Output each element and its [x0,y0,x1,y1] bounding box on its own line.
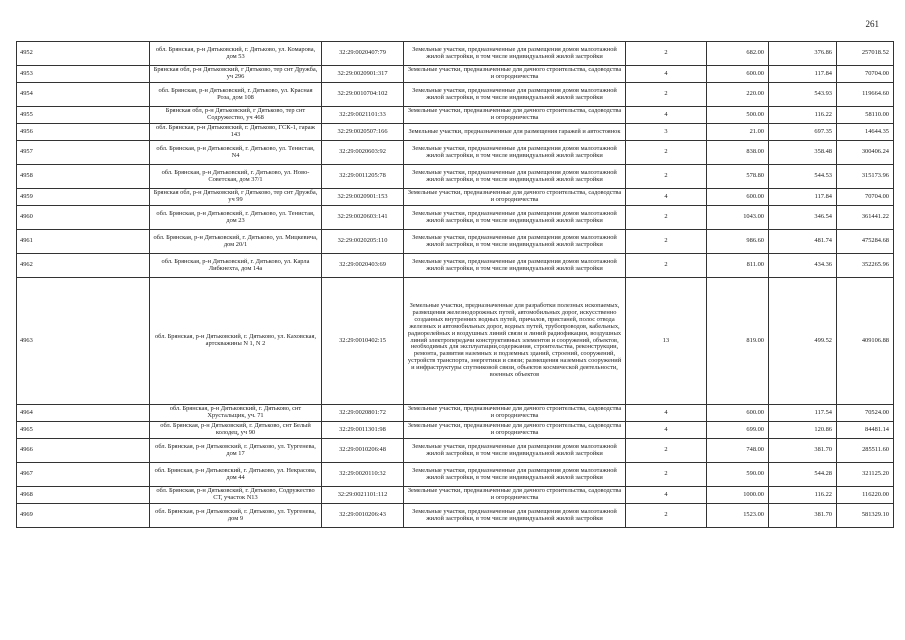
use-group-cell: 2 [626,42,707,66]
table-row [17,189,894,206]
specific-value-cell: 381.70 [769,504,837,528]
address-cell: обл. Брянская, р-н Дятьковский, г. Дятьково, ГСК-1, гараж 143 [150,124,322,141]
cadastral-number-cell: 32:29:0020403:69 [322,254,404,278]
cadastral-number-cell: 32:29:0020110:32 [322,463,404,487]
row-number-cell: 4952 [17,42,150,66]
table-body [17,42,894,528]
address-cell: обл. Брянская, р-н Дятьковский, г. Дятьково, ул. Комарова, дом 53 [150,42,322,66]
land-use-cell: Земельные участки, предназначенные для размещения домов малоэтажной жилой застройки, в том числе индивидуальной жилой застройки [404,42,626,66]
address-cell: обл. Брянская, р-н Дятьковский, г. Дятьково, ул. Тургенева, дом 9 [150,504,322,528]
specific-value-cell: 117.54 [769,405,837,422]
address-cell: обл. Брянская, р-н Дятьковский, г. Дятьково, ул. Карла Либкнехта, дом 14а [150,254,322,278]
cadastral-number-cell: 32:29:0020205:110 [322,230,404,254]
specific-value-cell: 376.86 [769,42,837,66]
table-row [17,278,894,405]
cadastral-number-cell: 32:29:0020901:153 [322,189,404,206]
table-row [17,230,894,254]
row-number-cell: 4967 [17,463,150,487]
cadastral-number-cell: 32:29:0011205:78 [322,165,404,189]
table-row [17,504,894,528]
cadastral-number-cell: 32:29:0021101:112 [322,487,404,504]
specific-value-cell: 544.28 [769,463,837,487]
row-number-cell: 4959 [17,189,150,206]
row-number-cell: 4954 [17,83,150,107]
land-use-cell: Земельные участки, предназначенные для размещения домов малоэтажной жилой застройки, в том числе индивидуальной жилой застройки [404,206,626,230]
specific-value-cell: 481.74 [769,230,837,254]
address-cell: Брянская обл, р-н Дятьковский, г Дятьково, тер снт Содружество, уч 468 [150,107,322,124]
cadastral-value-cell: 285511.60 [837,439,894,463]
use-group-cell: 4 [626,487,707,504]
cadastral-number-cell: 32:29:0020801:72 [322,405,404,422]
row-number-cell: 4965 [17,422,150,439]
table-row [17,42,894,66]
cadastral-number-cell: 32:29:0020407:79 [322,42,404,66]
cadastral-value-cell: 409106.88 [837,278,894,405]
row-number-cell: 4961 [17,230,150,254]
row-number-cell: 4960 [17,206,150,230]
cadastral-value-cell: 300406.24 [837,141,894,165]
area-cell: 1523.00 [707,504,769,528]
address-cell: обл. Брянская, р-н Дятьковский, г. Дятьково, ул. Красная Роза, дом 108 [150,83,322,107]
use-group-cell: 13 [626,278,707,405]
specific-value-cell: 116.22 [769,487,837,504]
specific-value-cell: 434.36 [769,254,837,278]
land-use-cell: Земельные участки, предназначенные для размещения домов малоэтажной жилой застройки, в том числе индивидуальной жилой застройки [404,254,626,278]
area-cell: 500.00 [707,107,769,124]
land-use-cell: Земельные участки, предназначенные для дачного строительства, садоводства и огородничества [404,405,626,422]
address-cell: обл. Брянская, р-н Дятьковский, г. Дятьково, ул. Тенистая, дом 23 [150,206,322,230]
use-group-cell: 2 [626,504,707,528]
area-cell: 600.00 [707,66,769,83]
row-number-cell: 4968 [17,487,150,504]
specific-value-cell: 358.48 [769,141,837,165]
cadastral-number-cell: 32:29:0020603:92 [322,141,404,165]
area-cell: 600.00 [707,405,769,422]
row-number-cell: 4953 [17,66,150,83]
table-row [17,463,894,487]
area-cell: 600.00 [707,189,769,206]
row-number-cell: 4955 [17,107,150,124]
use-group-cell: 2 [626,206,707,230]
cadastral-value-cell: 14644.35 [837,124,894,141]
land-use-cell: Земельные участки, предназначенные для размещения домов малоэтажной жилой застройки, в том числе индивидуальной жилой застройки [404,439,626,463]
table-row [17,165,894,189]
table-row [17,487,894,504]
land-use-cell: Земельные участки, предназначенные для дачного строительства, садоводства и огородничества [404,487,626,504]
table-row [17,405,894,422]
address-cell: обл. Брянская, р-н Дятьковский, г. Дятьково, Содружество СТ, участок N13 [150,487,322,504]
area-cell: 986.60 [707,230,769,254]
cadastral-value-cell: 70704.00 [837,66,894,83]
address-cell: Брянская обл, р-н Дятьковский, г Дятьково, тер снт Дружба, уч 99 [150,189,322,206]
specific-value-cell: 381.70 [769,439,837,463]
table-row [17,206,894,230]
cadastral-number-cell: 32:29:0010206:43 [322,504,404,528]
use-group-cell: 4 [626,422,707,439]
row-number-cell: 4966 [17,439,150,463]
use-group-cell: 2 [626,254,707,278]
land-use-cell: Земельные участки, предназначенные для дачного строительства, садоводства и огородничества [404,189,626,206]
land-use-cell: Земельные участки, предназначенные для размещения домов малоэтажной жилой застройки, в том числе индивидуальной жилой застройки [404,230,626,254]
area-cell: 578.80 [707,165,769,189]
row-number-cell: 4963 [17,278,150,405]
table-row [17,439,894,463]
specific-value-cell: 544.53 [769,165,837,189]
use-group-cell: 4 [626,405,707,422]
use-group-cell: 2 [626,463,707,487]
cadastral-value-cell: 116220.00 [837,487,894,504]
cadastral-value-cell: 84481.14 [837,422,894,439]
specific-value-cell: 697.35 [769,124,837,141]
cadastral-value-cell: 58110.00 [837,107,894,124]
land-use-cell: Земельные участки, предназначенные для размещения домов малоэтажной жилой застройки, в том числе индивидуальной жилой застройки [404,504,626,528]
specific-value-cell: 116.22 [769,107,837,124]
cadastral-value-table [16,41,894,528]
use-group-cell: 4 [626,189,707,206]
address-cell: обл. Брянская, р-н Дятьковский, г. Дятьково, ул. Каховская, артскважины N 1, N 2 [150,278,322,405]
use-group-cell: 4 [626,66,707,83]
area-cell: 811.00 [707,254,769,278]
cadastral-number-cell: 32:29:0021101:33 [322,107,404,124]
table-row [17,124,894,141]
cadastral-number-cell: 32:29:0011301:98 [322,422,404,439]
specific-value-cell: 346.54 [769,206,837,230]
address-cell: обл. Брянская, р-н Дятьковский, г. Дятьково, ул. Некрасова, дом 44 [150,463,322,487]
row-number-cell: 4962 [17,254,150,278]
cadastral-value-cell: 475284.68 [837,230,894,254]
cadastral-value-cell: 70704.00 [837,189,894,206]
use-group-cell: 4 [626,107,707,124]
area-cell: 590.00 [707,463,769,487]
specific-value-cell: 120.86 [769,422,837,439]
table-row [17,107,894,124]
table-row [17,422,894,439]
use-group-cell: 2 [626,141,707,165]
table-row [17,83,894,107]
row-number-cell: 4958 [17,165,150,189]
cadastral-value-cell: 315173.96 [837,165,894,189]
area-cell: 699.00 [707,422,769,439]
area-cell: 21.00 [707,124,769,141]
row-number-cell: 4969 [17,504,150,528]
land-use-cell: Земельные участки, предназначенные для разработки полезных ископаемых, размещения железнодорожных путей, автомобильных дорог, искусственно созданных внутренних водных путей, причалов, пристаней, полос отвода железных и автомобильных дорог, водных путей, трубопроводов, кабельных, радиорелейных и воздушных линий связи и линий радиофикации, воздушных линий электропередачи конструктивных элементов и сооружений, объектов, необходимых для эксплуатации,содержания, строительства, реконструкции, ремонта, развития наземных и подземных зданий, строений, сооружений, устройств транспорта, энергетики и связи; размещения наземных сооружений и инфраструктуры спутниковой связи, объектов космической деятельности, военных объектов [404,278,626,405]
use-group-cell: 2 [626,439,707,463]
address-cell: Брянская обл, р-н Дятьковский, г Дятьково, тер снт Дружба, уч 296 [150,66,322,83]
cadastral-value-cell: 257018.52 [837,42,894,66]
cadastral-value-cell: 361441.22 [837,206,894,230]
cadastral-number-cell: 32:29:0020901:317 [322,66,404,83]
area-cell: 1000.00 [707,487,769,504]
use-group-cell: 2 [626,83,707,107]
specific-value-cell: 117.84 [769,66,837,83]
cadastral-value-cell: 321125.20 [837,463,894,487]
address-cell: обл. Брянская, р-н Дятьковский, г. Дятьково, ул. Тенистая, N4 [150,141,322,165]
area-cell: 748.00 [707,439,769,463]
row-number-cell: 4964 [17,405,150,422]
use-group-cell: 2 [626,165,707,189]
address-cell: обл. Брянская, р-н Дятьковский, г. Дятьково, ул. Ново-Советская, дом 37/1 [150,165,322,189]
specific-value-cell: 543.93 [769,83,837,107]
table-row [17,141,894,165]
address-cell: обл. Брянская, р-н Дятьковский, г. Дятьково, снт Хрустальщик, уч. 71 [150,405,322,422]
area-cell: 220.00 [707,83,769,107]
land-use-cell: Земельные участки, предназначенные для дачного строительства, садоводства и огородничества [404,107,626,124]
land-use-cell: Земельные участки, предназначенные для размещения домов малоэтажной жилой застройки, в том числе индивидуальной жилой застройки [404,83,626,107]
land-use-cell: Земельные участки, предназначенные для размещения домов малоэтажной жилой застройки, в том числе индивидуальной жилой застройки [404,463,626,487]
cadastral-number-cell: 32:29:0010206:48 [322,439,404,463]
row-number-cell: 4957 [17,141,150,165]
area-cell: 819.00 [707,278,769,405]
table-row [17,254,894,278]
cadastral-number-cell: 32:29:0010704:102 [322,83,404,107]
address-cell: обл. Брянская, р-н Дятьковский, г. Дятьково, ул. Мицкевича, дом 20/1 [150,230,322,254]
area-cell: 1043.00 [707,206,769,230]
land-use-cell: Земельные участки, предназначенные для размещения домов малоэтажной жилой застройки, в том числе индивидуальной жилой застройки [404,165,626,189]
address-cell: обл. Брянская, р-н Дятьковский, г. Дятьково, ул. Тургенева, дом 17 [150,439,322,463]
cadastral-number-cell: 32:29:0020603:141 [322,206,404,230]
cadastral-value-cell: 70524.00 [837,405,894,422]
cadastral-value-cell: 119664.60 [837,83,894,107]
area-cell: 682.00 [707,42,769,66]
cadastral-value-cell: 581329.10 [837,504,894,528]
cadastral-number-cell: 32:29:0010402:15 [322,278,404,405]
use-group-cell: 2 [626,230,707,254]
table-row [17,66,894,83]
specific-value-cell: 117.84 [769,189,837,206]
cadastral-value-cell: 352265.96 [837,254,894,278]
land-use-cell: Земельные участки, предназначенные для размещения гаражей и автостоянок [404,124,626,141]
land-use-cell: Земельные участки, предназначенные для размещения домов малоэтажной жилой застройки, в том числе индивидуальной жилой застройки [404,141,626,165]
land-use-cell: Земельные участки, предназначенные для дачного строительства, садоводства и огородничества [404,66,626,83]
page-number: 261 [865,19,879,29]
specific-value-cell: 499.52 [769,278,837,405]
cadastral-number-cell: 32:29:0020507:166 [322,124,404,141]
use-group-cell: 3 [626,124,707,141]
row-number-cell: 4956 [17,124,150,141]
land-use-cell: Земельные участки, предназначенные для дачного строительства, садоводства и огородничества [404,422,626,439]
address-cell: обл. Брянская, р-н Дятьковский, г. Дятьково, снт Белый колодец, уч 90 [150,422,322,439]
area-cell: 838.00 [707,141,769,165]
